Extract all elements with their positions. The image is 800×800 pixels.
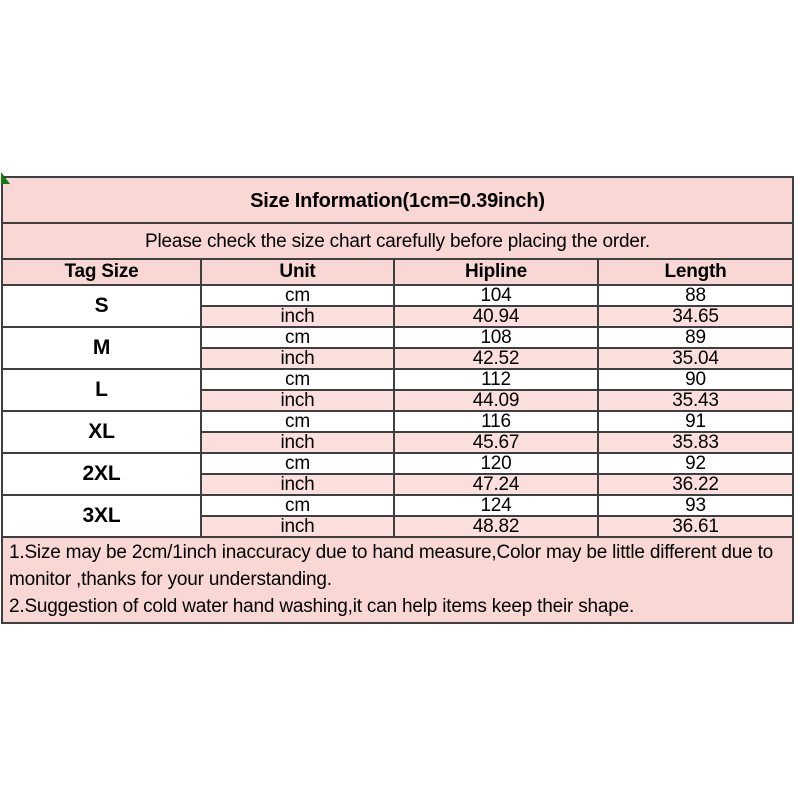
column-header-unit: Unit [202,260,395,286]
hipline-inch-value: 42.52 [395,349,599,370]
length-cm-value: 92 [599,454,792,475]
size-label: L [3,370,202,412]
unit-inch-label: inch [202,349,395,370]
column-header-length: Length [599,260,792,286]
unit-cm-label: cm [202,370,395,391]
length-cm-value: 88 [599,286,792,307]
length-cm-value: 90 [599,370,792,391]
table-title: Size Information(1cm=0.39inch) [3,178,792,224]
unit-cm-label: cm [202,454,395,475]
unit-cm-label: cm [202,496,395,517]
hipline-cm-value: 108 [395,328,599,349]
unit-cm-label: cm [202,412,395,433]
length-inch-value: 35.04 [599,349,792,370]
length-cm-value: 93 [599,496,792,517]
hipline-inch-value: 48.82 [395,517,599,538]
hipline-cm-value: 124 [395,496,599,517]
size-label: 2XL [3,454,202,496]
note-measure-disclaimer: 1.Size may be 2cm/1inch inaccuracy due to hand measure,Color may be little different due to monitor ,thanks for your understanding. [9,542,774,590]
length-inch-value: 34.65 [599,307,792,328]
length-inch-value: 36.22 [599,475,792,496]
column-header-hipline: Hipline [395,260,599,286]
unit-inch-label: inch [202,433,395,454]
unit-inch-label: inch [202,517,395,538]
unit-cm-label: cm [202,286,395,307]
hipline-inch-value: 44.09 [395,391,599,412]
hipline-cm-value: 104 [395,286,599,307]
note-washing-suggestion: 2.Suggestion of cold water hand washing,it can help items keep their shape. [9,596,635,617]
table-grid [3,260,792,538]
unit-cm-label: cm [202,328,395,349]
table-subtitle: Please check the size chart carefully before placing the order. [3,224,792,260]
length-inch-value: 36.61 [599,517,792,538]
hipline-inch-value: 47.24 [395,475,599,496]
notes-section [3,538,792,622]
length-inch-value: 35.43 [599,391,792,412]
hipline-inch-value: 40.94 [395,307,599,328]
length-cm-value: 89 [599,328,792,349]
unit-inch-label: inch [202,307,395,328]
unit-inch-label: inch [202,475,395,496]
size-label: 3XL [3,496,202,538]
size-label: M [3,328,202,370]
length-cm-value: 91 [599,412,792,433]
hipline-inch-value: 45.67 [395,433,599,454]
hipline-cm-value: 120 [395,454,599,475]
hipline-cm-value: 116 [395,412,599,433]
size-label: XL [3,412,202,454]
column-header-tag-size: Tag Size [3,260,202,286]
hipline-cm-value: 112 [395,370,599,391]
length-inch-value: 35.83 [599,433,792,454]
size-chart-table [1,176,794,624]
size-label: S [3,286,202,328]
unit-inch-label: inch [202,391,395,412]
